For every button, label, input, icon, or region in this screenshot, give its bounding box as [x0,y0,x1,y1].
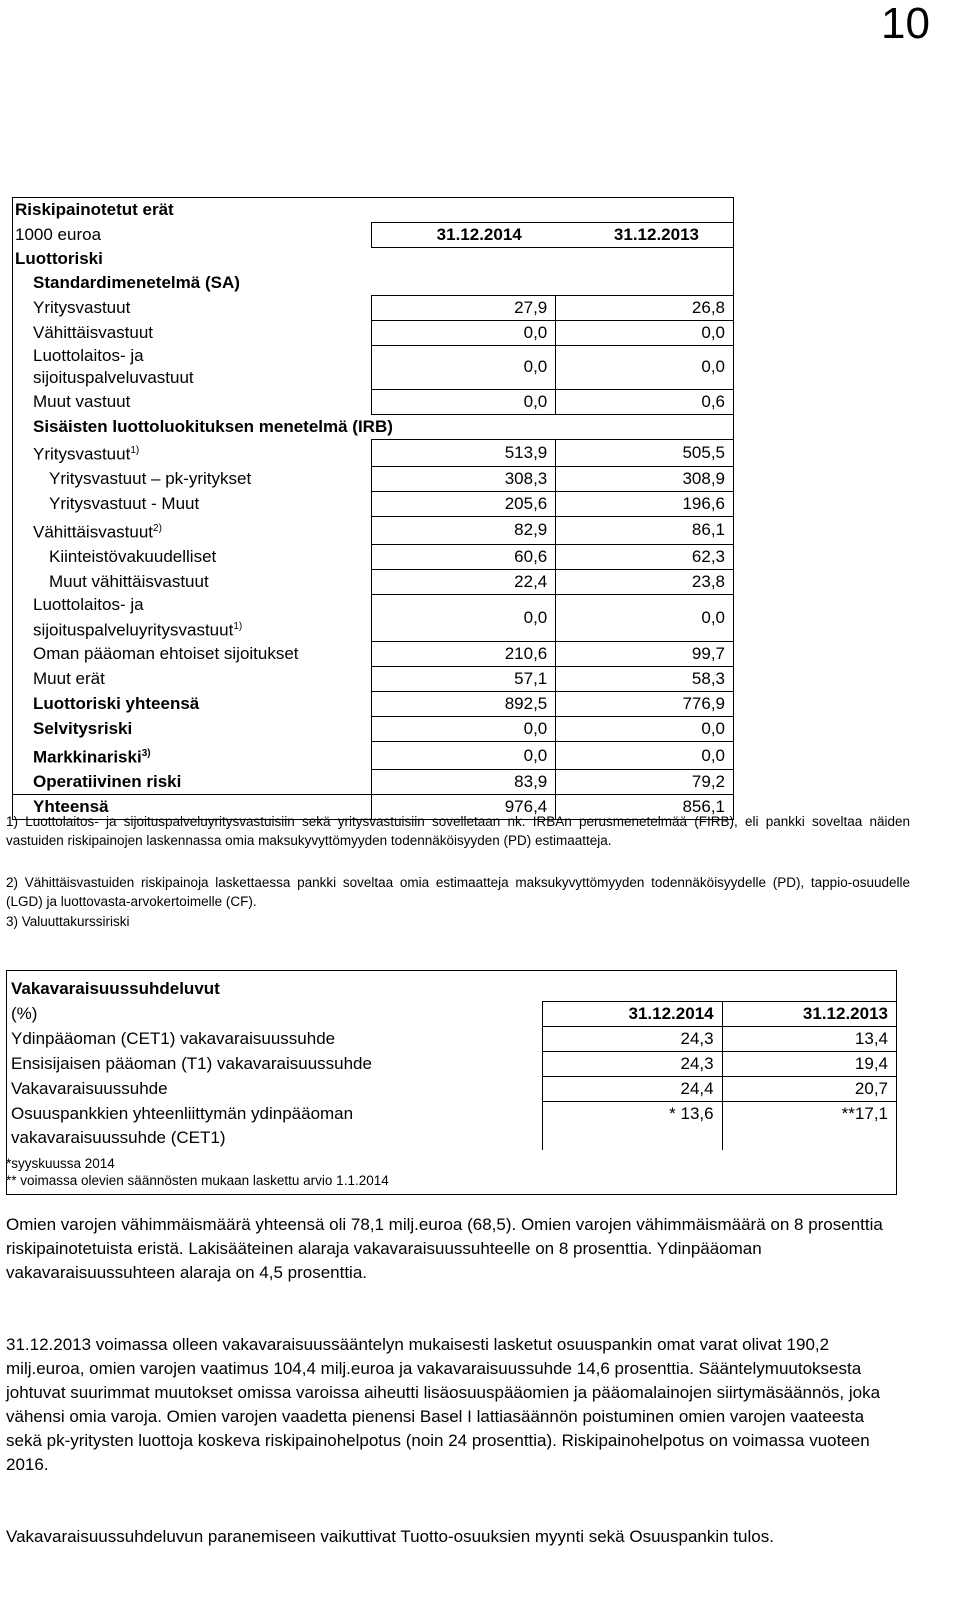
table-row [13,320,734,345]
value-2014: 0,0 [372,389,556,414]
value-2014: 24,3 [543,1027,722,1052]
table-row [7,1052,897,1077]
value-2014: 60,6 [372,544,556,569]
value-2013: 0,0 [556,717,734,742]
column-header-2014: 31.12.2014 [372,222,556,247]
value-2014: 210,6 [372,642,556,667]
table-row [13,295,734,320]
value-2014: 24,4 [543,1077,722,1102]
value-2013: 196,6 [556,492,734,517]
value-2013: 20,7 [722,1077,896,1102]
row-label [13,594,372,642]
table-row [13,717,734,742]
row-label: Vähittäisvastuut$^{2)}$ [33,522,162,542]
capital-ratios-table [6,970,897,1195]
paragraph-2013-comparison: 31.12.2013 voimassa olleen vakavaraisuussääntelyn mukaisesti lasketut osuuspankin omat varat olivat 190,2 milj.euroa, omien varojen vaatimus 104,4 milj.euroa ja vakavaraisuussuhde 14,6 prosenttia. Sääntelymuutoksesta johtuvat suurimmat muutokset omissa varoissa aiheutti lisäosuuspääomien ja pääomalainojen siirtymäsäännös, joka vähensi omia varoja. Omien varojen vaadetta pienensi Basel I lattiasäännön poistuminen omien varojen vaateesta sekä pk-yritysten luottoja koskeva riskipainohelpotus (noin 24 prosenttia). Riskipainohelpotus on voimassa vuoteen 2016. [6,1335,881,1474]
page-number: 10 [881,0,930,48]
row-label: Operatiivinen riski [33,771,182,791]
value-2014: 892,5 [372,692,556,717]
value-2014: 0,0 [372,742,556,770]
row-label-line-2: sijoituspalveluyritysvastuut$^{1)}$ [33,620,243,640]
row-label: Markkinariski$^{3)}$ [33,747,151,767]
row-label: Yritysvastuut$^{1)}$ [33,444,140,464]
value-2013: 0,0 [556,320,734,345]
capital-note-1: *syyskuussa 2014 [6,1156,115,1171]
table-title: Vakavaraisuussuhdeluvut [11,979,220,998]
table-row [13,770,734,795]
value-2013: 13,4 [722,1027,896,1052]
value-2014: 24,3 [543,1052,722,1077]
row-label: Yhteensä [13,795,372,820]
row-label [7,1102,543,1150]
value-2013: 0,6 [556,389,734,414]
paragraph-improvement: Vakavaraisuussuhdeluvun paranemiseen vaikuttivat Tuotto-osuuksien myynti sekä Osuuspankin tulos. [6,1527,774,1546]
value-2013: 0,0 [556,742,734,770]
column-header-2014: 31.12.2014 [543,1002,722,1027]
value-2014: 0,0 [372,717,556,742]
footnote-2: 2) Vähittäisvastuiden riskipainoja laskettaessa pankki soveltaa omia estimaatteja maksukyvyttömyyden todennäköisyydelle (PD), tappio-osuudelle (LGD) ja luottovasta-arvokertoimelle (CF). [6,875,910,909]
column-header-2013: 31.12.2013 [556,222,734,247]
footnote-3: 3) Valuuttakurssiriski [6,914,130,929]
table-row [7,1102,897,1150]
value-2014: 57,1 [372,667,556,692]
row-label-line-2: sijoituspalveluvastuut [33,368,194,387]
value-2014: 83,9 [372,770,556,795]
value-2014: 82,9 [372,517,556,545]
row-label-line-1: Osuuspankkien yhteenliittymän ydinpääoman [11,1103,354,1123]
value-2014: 308,3 [372,467,556,492]
row-label: Yritysvastuut - Muut [49,494,200,514]
value-2014: 22,4 [372,569,556,594]
row-label-line-1: Luottolaitos- ja [33,346,144,365]
paragraph-minimum-own-funds: Omien varojen vähimmäismäärä yhteensä oli 78,1 milj.euroa (68,5). Omien varojen vähimmäismäärä on 8 prosenttia riskipainotetuista eristä. Lakisääteinen alaraja vakavaraisuussuhteelle on 8 prosenttia. Ydinpääoman vakavaraisuussuhteen alaraja on 4,5 prosenttia. [6,1215,883,1282]
value-2013: **17,1 [722,1102,896,1150]
value-2013: 776,9 [556,692,734,717]
row-label: Oman pääoman ehtoiset sijoitukset [33,644,299,664]
value-2013: 308,9 [556,467,734,492]
value-2014: 0,0 [372,345,556,389]
row-label: Luottoriski [15,249,103,268]
row-label: Standardimenetelmä (SA) [33,273,240,292]
table-row [13,667,734,692]
value-2013: 23,8 [556,569,734,594]
table-row [13,517,734,545]
row-label: Muut vähittäisvastuut [49,571,209,591]
column-header-2013: 31.12.2013 [722,1002,896,1027]
value-2014: 0,0 [372,320,556,345]
table-row [13,692,734,717]
value-2014: 976,4 [372,795,556,820]
table-row [13,467,734,492]
value-2013: 0,0 [556,594,734,642]
row-label: Vakavaraisuussuhde [11,1078,168,1098]
row-label: Yritysvastuut [33,297,131,317]
unit-label: 1000 euroa [15,224,102,244]
table-row [13,544,734,569]
value-2013: 86,1 [556,517,734,545]
table-title: Riskipainotetut erät [15,200,174,219]
value-2014: 27,9 [372,295,556,320]
row-label [13,345,372,389]
capital-note-2: ** voimassa olevien säännösten mukaan laskettu arvio 1.1.2014 [6,1173,389,1188]
table-row [13,492,734,517]
value-2014: 513,9 [372,439,556,467]
value-2014: 0,0 [372,594,556,642]
value-2013: 856,1 [556,795,734,820]
value-2013: 0,0 [556,345,734,389]
value-2013: 79,2 [556,770,734,795]
row-label: Muut vastuut [33,391,131,411]
value-2013: 505,5 [556,439,734,467]
unit-label: (%) [11,1003,38,1023]
table-row [13,594,734,642]
table-row [13,742,734,770]
risk-weighted-items-table [12,197,734,820]
value-2013: 19,4 [722,1052,896,1077]
table-row [13,389,734,414]
row-label: Luottoriski yhteensä [33,694,200,714]
footnote-1: 1) Luottolaitos- ja sijoituspalveluyritysvastuisiin sekä yritysvastuisiin sovelletaan nk. IRBAn perusmenetelmää (FIRB), eli pankki soveltaa näiden vastuiden riskipainojen laskennassa omia maksukyvyttömyyden todennäköisyyden (PD) estimaatteja. [6,814,910,848]
row-label: Ydinpääoman (CET1) vakavaraisuussuhde [11,1028,336,1048]
row-label: Sisäisten luottoluokituksen menetelmä (IRB) [33,416,393,436]
row-label: Kiinteistövakuudelliset [49,546,217,566]
table-row [7,1027,897,1052]
table-row [7,1077,897,1102]
value-2013: 26,8 [556,295,734,320]
row-label: Selvitysriski [33,719,133,739]
table-row [13,439,734,467]
row-label: Muut erät [33,669,105,689]
row-label-line-1: Luottolaitos- ja [33,595,144,615]
row-label-line-2: vakavaraisuussuhde (CET1) [11,1127,226,1147]
row-label: Vähittäisvastuut [33,322,154,342]
value-2014: 205,6 [372,492,556,517]
table-row [13,345,734,389]
value-2013: 58,3 [556,667,734,692]
row-label: Ensisijaisen pääoman (T1) vakavaraisuussuhde [11,1053,372,1073]
table-row [13,569,734,594]
value-2014: * 13,6 [543,1102,722,1150]
value-2013: 99,7 [556,642,734,667]
row-label: Yritysvastuut – pk-yritykset [49,469,252,489]
table-row [13,642,734,667]
value-2013: 62,3 [556,544,734,569]
